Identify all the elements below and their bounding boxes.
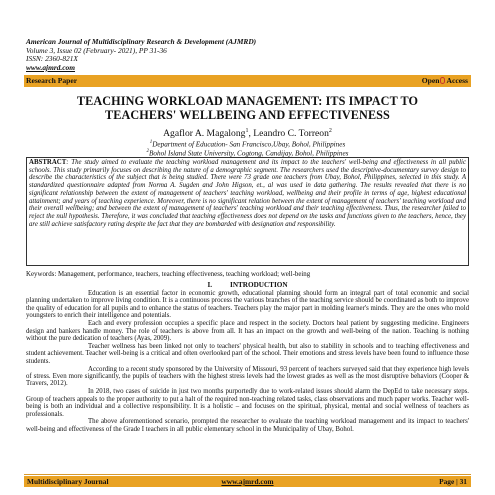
journal-header [26, 38, 466, 72]
abstract-label: ABSTRACT [29, 159, 67, 166]
keywords: Keywords: Management, performance, teachers, teaching effectiveness, teaching workload; well-being [26, 271, 311, 278]
paragraph: Education is an essential factor in economic growth, educational planning should form an integral part of total economic and social planning undertaken to improve living condition. It is a continuous process the various branches of the teaching service should be coordinated as both to improve the quality of education for all pupils and to enhance the status of teachers. Teachers play the major part in molding learner's minds. They are the ones who mold youngsters to enrich their intelligence and potentials. [26, 290, 469, 320]
open-access-label: Open Access [421, 76, 468, 85]
footer-divider [24, 474, 471, 475]
footer-website-link[interactable]: www.ajmrd.com [221, 477, 274, 486]
affiliation-1: $^1$Department of Education- San Francisco,Ubay, Bohol, Philippines [149, 140, 346, 149]
research-paper-banner [24, 75, 471, 87]
paragraph: In 2018, two cases of suicide in just two months purportedly due to work-related issues should alarm the DepEd to take necessary steps. Group of teachers appeals to the proper authority to put a halt of the required non-teaching related tasks, class observations and much paper works. Teacher well-being is both an individual and a collective responsibility. It is a holistic – and focuses on the spiritual, physical, mental and social wellness of teachers as professionals. [26, 388, 469, 418]
open-access-lock-icon [440, 77, 445, 84]
abstract-box [26, 157, 469, 266]
page-footer [24, 476, 471, 487]
affiliation-2: $^2$Bohol Island State University, Cogtong, Candijay, Bohol, Philippines [146, 149, 349, 158]
paper-title: TEACHING WORKLOAD MANAGEMENT: ITS IMPACT TO TEACHERS' WELLBEING AND EFFECTIVENESS [76, 94, 419, 122]
journal-volume: Volume 3, Issue 02 (February- 2021), PP 31-36 [26, 45, 167, 55]
paper-type-label: Research Paper [26, 76, 78, 85]
author-2: Leandro C. Torreon [253, 128, 329, 140]
journal-issn: ISSN: 2360-821X [26, 54, 78, 64]
journal-name: American Journal of Multidisciplinary Research & Development (AJMRD) [26, 37, 257, 46]
author-1: Agaflor A. Magalong [163, 128, 246, 140]
abstract-text: ABSTRACT: The study aimed to evaluate the teaching workload management and its impact to the teachers' well-being and effectiveness in all public schools. This study primarily focuses on describing the nature of a demographic segment. The researchers used the descriptive-documentary survey design to describe the characteristics of the subject that is being studied. There were 73 grade one teachers from Ubay, Bohol, Philippines, selected in this study. A standardized questionnaire adapted from Norma A. Sugden and John Higson, et., al was used in data gathering. The results revealed that there is no significant relationship between the extent of management of teachers' teaching workload, wellbeing and their profile in terms of age, highest educational attainment; and years of teaching experience. Moreover, there is no significant relation between the extent of management of teachers' teaching workload and their overall wellbeing; and between the extent of management of teachers' teaching workload and their teaching effectiveness. Thus, the researcher failed to reject the null hypothesis. Therefore, it was concluded that teaching effectiveness does not depend on the tasks and functions given to the teachers, hence, they are still achieve satisfactory rating despite the fact that they are bombarded with designation and responsibility. [29, 159, 466, 228]
paragraph: The above aforementioned scenario, prompted the researcher to evaluate the teaching workload management and its impact to teachers' well-being and effectiveness of the Grade I teachers in all public elementary school in the Municipality of Ubay, Bohol. [26, 418, 469, 433]
section-heading-introduction: I. INTRODUCTION [207, 281, 288, 289]
journal-website-link[interactable]: www.ajmrd.com [26, 62, 76, 72]
introduction-body [26, 290, 469, 434]
footer-journal: Multidisciplinary Journal [27, 477, 109, 486]
paragraph: Teacher wellness has been linked not only to teachers' physical health, but also to stability in schools and to teaching effectiveness and student achievement. Teacher well-being is a critical and often overlooked part of the school. Their emotions and stress levels have been found to influence those students. [26, 342, 469, 365]
page-number: Page | 31 [439, 477, 467, 486]
paragraph: Each and every profession occupies a specific place and respect in the society. Doctors heal patient by suggesting medicine. Engineers design and bankers handle money. The role of teachers is above from all. It has an impact on the growth and well-being of the nation. Teaching is nothing without the pure dedication of teachers (Ayas, 2009). [26, 320, 469, 342]
paragraph: According to a recent study sponsored by the University of Missouri, 93 percent of teachers surveyed said that they experience high levels of stress. Even more significantly, the pupils of teachers with the highest stress levels had the lowest grades as well as the most disruptive behaviors (Cooper & Travers, 2012). [26, 365, 469, 388]
paper-authors: Agaflor A. Magalong$^1$, Leandro C. Torreon$^2$ [163, 128, 332, 140]
